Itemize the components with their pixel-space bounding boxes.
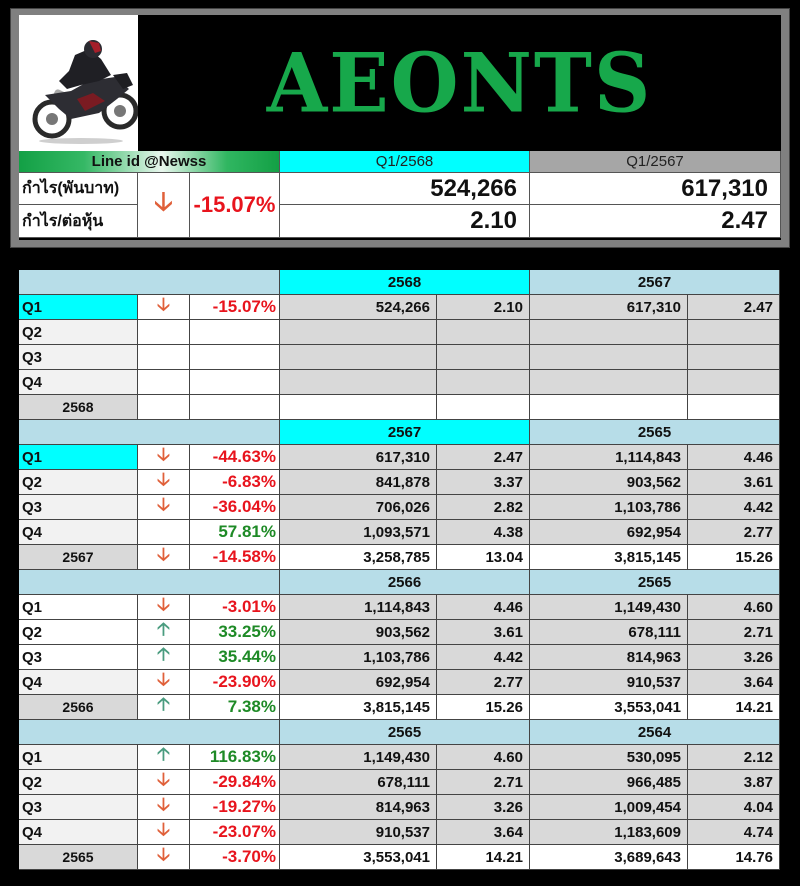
eps-year-a <box>437 395 530 420</box>
eps-year-b: 14.76 <box>688 845 780 870</box>
table-row-quarter <box>19 495 780 520</box>
eps-year-b: 3.26 <box>688 645 780 670</box>
profit-year-b: 1,009,454 <box>530 795 688 820</box>
table-row-quarter <box>19 370 780 395</box>
profit-year-b: 617,310 <box>530 295 688 320</box>
arrow-down-icon: 🡣 <box>154 186 173 216</box>
company-ticker-title: AEONTS <box>266 35 653 131</box>
table-row-quarter <box>19 295 780 320</box>
change-percent: 35.44% <box>190 645 280 670</box>
profit-year-a: 3,553,041 <box>280 845 437 870</box>
previous-eps: 2.47 <box>530 205 781 238</box>
table-row-quarter <box>19 820 780 845</box>
table-row-quarter <box>19 595 780 620</box>
change-percent: -23.07% <box>190 820 280 845</box>
trend-arrow-cell <box>138 495 190 520</box>
row-label: Q4 <box>19 820 138 845</box>
change-percent <box>190 320 280 345</box>
trend-arrow-cell <box>138 295 190 320</box>
section-header-blank <box>19 720 280 745</box>
section-year-b: 2565 <box>530 420 780 445</box>
summary-grid <box>19 151 781 239</box>
arrow-down-icon: 🡣 <box>157 794 170 814</box>
previous-profit: 617,310 <box>530 173 781 205</box>
profit-year-a: 1,149,430 <box>280 745 437 770</box>
row-label: Q4 <box>19 670 138 695</box>
profit-year-a <box>280 370 437 395</box>
eps-year-a: 15.26 <box>437 695 530 720</box>
section-year-a: 2567 <box>280 420 530 445</box>
change-percent: -44.63% <box>190 445 280 470</box>
section-year-b: 2567 <box>530 270 780 295</box>
row-label: Q2 <box>19 320 138 345</box>
arrow-down-icon: 🡣 <box>157 544 170 564</box>
profit-year-a: 706,026 <box>280 495 437 520</box>
change-percent: 33.25% <box>190 620 280 645</box>
profit-year-b: 692,954 <box>530 520 688 545</box>
table-row-annual-total <box>19 545 780 570</box>
trend-arrow-cell <box>138 370 190 395</box>
section-year-b: 2564 <box>530 720 780 745</box>
eps-year-b: 2.77 <box>688 520 780 545</box>
arrow-down-icon: 🡣 <box>157 669 170 689</box>
eps-year-b: 4.60 <box>688 595 780 620</box>
change-percent: 57.81% <box>190 520 280 545</box>
section-header <box>19 570 780 595</box>
table-row-quarter <box>19 345 780 370</box>
trend-arrow-cell <box>138 395 190 420</box>
eps-year-a: 3.61 <box>437 620 530 645</box>
row-label: 2567 <box>19 545 138 570</box>
eps-year-b: 15.26 <box>688 545 780 570</box>
eps-year-a: 2.71 <box>437 770 530 795</box>
profit-year-b: 1,183,609 <box>530 820 688 845</box>
table-row-annual-total <box>19 845 780 870</box>
change-percent: -29.84% <box>190 770 280 795</box>
profit-label: กำไร(พันบาท) <box>19 173 138 205</box>
motorcycle-rider-icon <box>19 15 138 151</box>
profit-year-b: 1,149,430 <box>530 595 688 620</box>
trend-arrow-cell <box>138 545 190 570</box>
arrow-down-icon: 🡣 <box>157 294 170 314</box>
table-row-quarter <box>19 520 780 545</box>
trend-arrow-cell <box>138 695 190 720</box>
row-label: Q3 <box>19 495 138 520</box>
table-row-quarter <box>19 620 780 645</box>
profit-year-a: 841,878 <box>280 470 437 495</box>
profit-year-a <box>280 345 437 370</box>
profit-year-b: 530,095 <box>530 745 688 770</box>
profit-year-b: 1,103,786 <box>530 495 688 520</box>
arrow-up-icon: 🡡 <box>157 694 170 714</box>
eps-label: กำไร/ต่อหุ้น <box>19 205 138 238</box>
section-header <box>19 720 780 745</box>
change-percent: -36.04% <box>190 495 280 520</box>
eps-year-a: 2.77 <box>437 670 530 695</box>
row-label: Q1 <box>19 745 138 770</box>
arrow-down-icon: 🡣 <box>157 494 170 514</box>
eps-year-b <box>688 370 780 395</box>
change-arrow-cell <box>138 173 190 238</box>
change-percent: -15.07% <box>190 173 280 238</box>
eps-year-a: 3.26 <box>437 795 530 820</box>
row-label: Q3 <box>19 795 138 820</box>
profit-year-a <box>280 395 437 420</box>
eps-year-b: 4.74 <box>688 820 780 845</box>
change-percent <box>190 345 280 370</box>
section-header <box>19 270 780 295</box>
profit-year-a: 814,963 <box>280 795 437 820</box>
profit-year-b <box>530 370 688 395</box>
section-year-a: 2568 <box>280 270 530 295</box>
eps-year-b: 2.12 <box>688 745 780 770</box>
row-label: Q4 <box>19 370 138 395</box>
row-label: Q1 <box>19 595 138 620</box>
profit-year-b: 1,114,843 <box>530 445 688 470</box>
eps-year-a <box>437 320 530 345</box>
profit-year-b: 814,963 <box>530 645 688 670</box>
arrow-up-icon: 🡡 <box>157 744 170 764</box>
profit-year-a: 3,815,145 <box>280 695 437 720</box>
profit-year-b <box>530 320 688 345</box>
current-eps: 2.10 <box>280 205 530 238</box>
table-row-quarter <box>19 770 780 795</box>
eps-year-b: 3.61 <box>688 470 780 495</box>
trend-arrow-cell <box>138 320 190 345</box>
table-row-annual-total <box>19 395 780 420</box>
profit-year-b: 910,537 <box>530 670 688 695</box>
arrow-down-icon: 🡣 <box>157 819 170 839</box>
row-label: Q3 <box>19 645 138 670</box>
row-label: Q1 <box>19 445 138 470</box>
profit-year-a: 1,103,786 <box>280 645 437 670</box>
profit-year-b <box>530 345 688 370</box>
eps-year-b: 4.04 <box>688 795 780 820</box>
arrow-up-icon: 🡡 <box>157 619 170 639</box>
profit-year-a: 617,310 <box>280 445 437 470</box>
change-percent <box>190 370 280 395</box>
profit-year-a: 1,093,571 <box>280 520 437 545</box>
change-percent: 116.83% <box>190 745 280 770</box>
profit-year-b: 3,553,041 <box>530 695 688 720</box>
row-label: Q2 <box>19 470 138 495</box>
row-label: Q1 <box>19 295 138 320</box>
section-year-b: 2565 <box>530 570 780 595</box>
change-percent: -23.90% <box>190 670 280 695</box>
change-percent: -14.58% <box>190 545 280 570</box>
eps-year-a: 3.37 <box>437 470 530 495</box>
change-percent: -3.70% <box>190 845 280 870</box>
table-row-quarter <box>19 645 780 670</box>
profit-year-a: 692,954 <box>280 670 437 695</box>
table-row-quarter <box>19 445 780 470</box>
section-year-a: 2565 <box>280 720 530 745</box>
profit-year-a: 903,562 <box>280 620 437 645</box>
profit-year-a <box>280 320 437 345</box>
profit-year-a: 1,114,843 <box>280 595 437 620</box>
section-header <box>19 420 780 445</box>
eps-year-b: 4.42 <box>688 495 780 520</box>
eps-year-b: 2.47 <box>688 295 780 320</box>
row-label: 2568 <box>19 395 138 420</box>
eps-year-a <box>437 370 530 395</box>
table-row-quarter <box>19 745 780 770</box>
current-profit: 524,266 <box>280 173 530 205</box>
change-percent: -3.01% <box>190 595 280 620</box>
previous-period-header: Q1/2567 <box>530 151 781 173</box>
trend-arrow-cell <box>138 345 190 370</box>
eps-year-a: 3.64 <box>437 820 530 845</box>
profit-year-a: 678,111 <box>280 770 437 795</box>
eps-year-a: 4.38 <box>437 520 530 545</box>
row-label: Q4 <box>19 520 138 545</box>
eps-year-a: 4.42 <box>437 645 530 670</box>
change-percent: 7.38% <box>190 695 280 720</box>
profit-year-b: 3,815,145 <box>530 545 688 570</box>
eps-year-a: 2.82 <box>437 495 530 520</box>
eps-year-b: 3.87 <box>688 770 780 795</box>
eps-year-a: 4.60 <box>437 745 530 770</box>
eps-year-b: 3.64 <box>688 670 780 695</box>
table-row-quarter <box>19 320 780 345</box>
section-header-blank <box>19 270 280 295</box>
line-id-banner: Line id @Newss <box>19 151 280 173</box>
table-row-quarter <box>19 670 780 695</box>
eps-year-b <box>688 395 780 420</box>
eps-year-b: 14.21 <box>688 695 780 720</box>
profit-year-b: 966,485 <box>530 770 688 795</box>
row-label: Q2 <box>19 770 138 795</box>
row-label: Q3 <box>19 345 138 370</box>
section-header-blank <box>19 570 280 595</box>
arrow-down-icon: 🡣 <box>157 844 170 864</box>
arrow-down-icon: 🡣 <box>157 594 170 614</box>
change-percent: -6.83% <box>190 470 280 495</box>
eps-year-a: 4.46 <box>437 595 530 620</box>
eps-year-a: 13.04 <box>437 545 530 570</box>
table-row-annual-total <box>19 695 780 720</box>
arrow-down-icon: 🡣 <box>157 444 170 464</box>
table-row-quarter <box>19 795 780 820</box>
eps-year-a: 2.10 <box>437 295 530 320</box>
arrow-up-icon: 🡡 <box>157 644 170 664</box>
current-period-header: Q1/2568 <box>280 151 530 173</box>
row-label: Q2 <box>19 620 138 645</box>
profit-year-b: 903,562 <box>530 470 688 495</box>
trend-arrow-cell <box>138 845 190 870</box>
quarterly-earnings-table <box>19 270 780 870</box>
eps-year-a <box>437 345 530 370</box>
profit-year-b: 3,689,643 <box>530 845 688 870</box>
eps-year-b: 4.46 <box>688 445 780 470</box>
eps-year-b <box>688 320 780 345</box>
change-percent: -15.07% <box>190 295 280 320</box>
arrow-down-icon: 🡣 <box>157 769 170 789</box>
eps-year-b <box>688 345 780 370</box>
section-year-a: 2566 <box>280 570 530 595</box>
eps-year-b: 2.71 <box>688 620 780 645</box>
row-label: 2565 <box>19 845 138 870</box>
profit-year-a: 524,266 <box>280 295 437 320</box>
profit-year-b <box>530 395 688 420</box>
profit-year-a: 910,537 <box>280 820 437 845</box>
change-percent <box>190 395 280 420</box>
profit-year-b: 678,111 <box>530 620 688 645</box>
arrow-down-icon: 🡣 <box>157 469 170 489</box>
eps-year-a: 14.21 <box>437 845 530 870</box>
section-header-blank <box>19 420 280 445</box>
eps-year-a: 2.47 <box>437 445 530 470</box>
profit-year-a: 3,258,785 <box>280 545 437 570</box>
table-row-quarter <box>19 470 780 495</box>
row-label: 2566 <box>19 695 138 720</box>
change-percent: -19.27% <box>190 795 280 820</box>
